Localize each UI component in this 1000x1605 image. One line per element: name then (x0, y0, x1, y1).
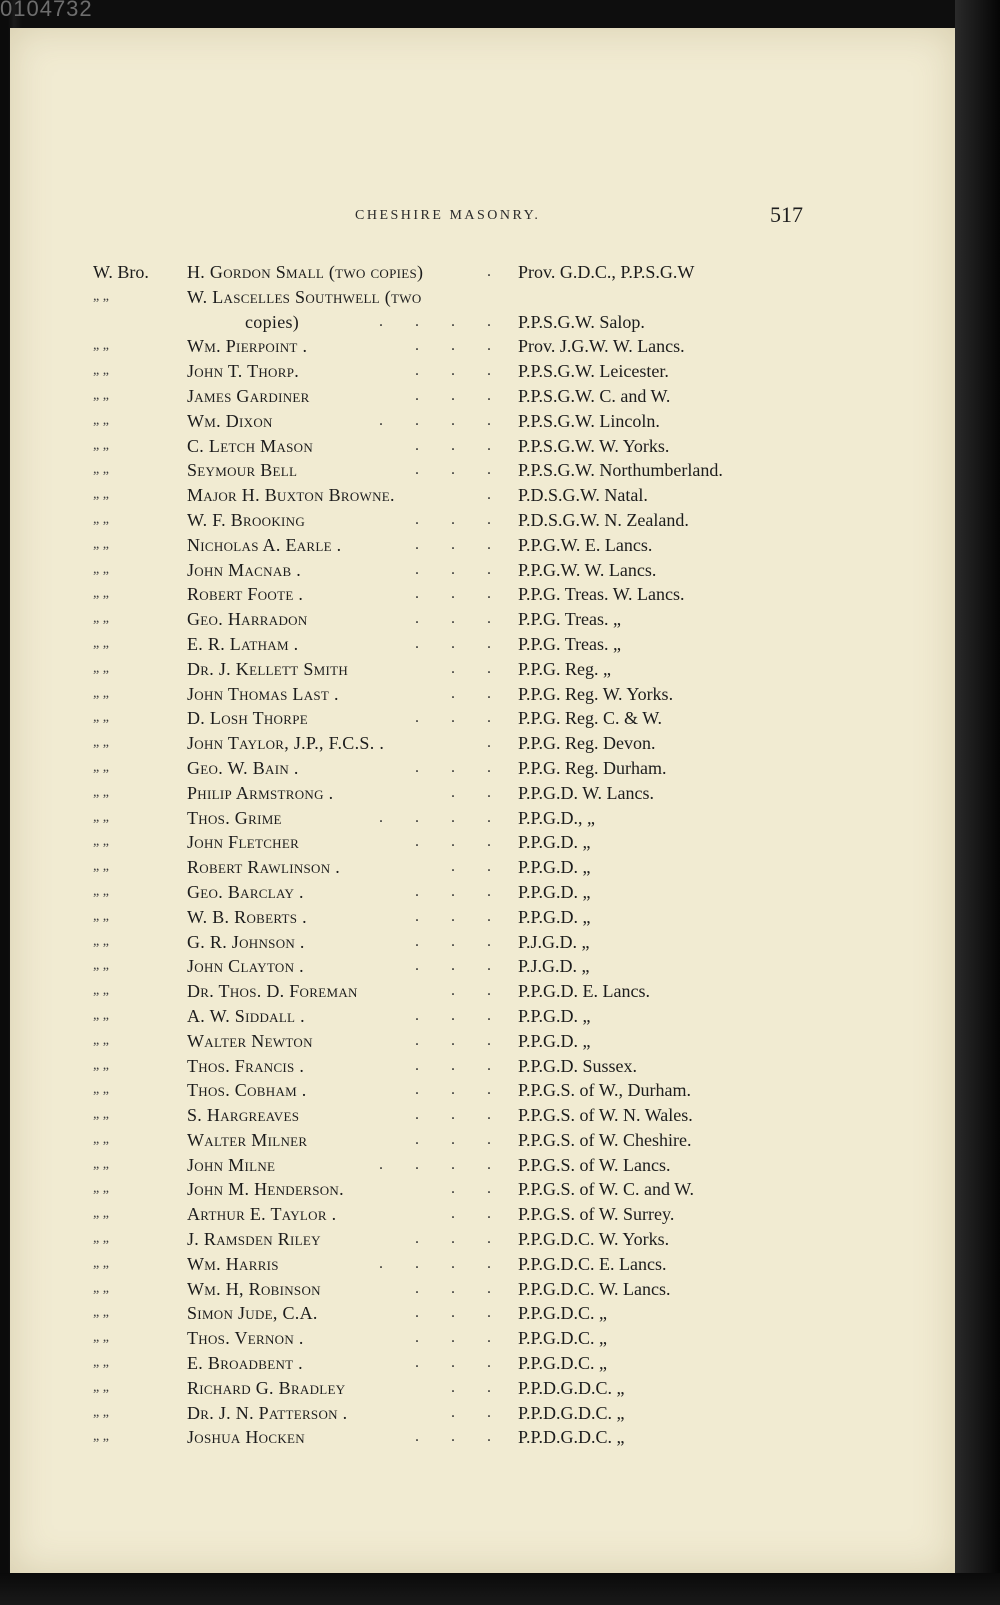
masonic-rank: P.P.G.D.C. W. Lancs. (518, 1278, 671, 1299)
member-name-text: Robert Foote . (187, 584, 304, 605)
masonic-rank: P.D.S.G.W. Natal. (518, 485, 648, 506)
masonic-rank: P.P.G.D.C. E. Lancs. (518, 1253, 667, 1274)
member-name-text: Dr. J. N. Patterson . (187, 1402, 348, 1423)
member-name-text: Nicholas A. Earle . (187, 534, 342, 555)
leader-dots: . . . (415, 510, 505, 528)
masonic-rank: P.P.G. Reg. Devon. (518, 733, 656, 754)
masonic-rank: P.P.S.G.W. W. Yorks. (518, 435, 670, 456)
entry-prefix: „ „ (93, 586, 109, 602)
leader-dots: . . . (415, 585, 505, 603)
entry-prefix: „ „ (93, 561, 109, 577)
entry-prefix: „ „ (93, 735, 109, 751)
list-item (10, 1029, 955, 1054)
member-name-text: Walter Newton (187, 1030, 313, 1051)
entry-prefix: „ „ (93, 387, 109, 403)
leader-dots: . . . (415, 932, 505, 950)
masonic-rank: P.P.G. Treas. „ (518, 633, 622, 654)
leader-dots: . . . . (379, 808, 505, 826)
leader-dots: . (487, 263, 505, 280)
entry-prefix: „ „ (93, 437, 109, 453)
masonic-rank: P.J.G.D. „ (518, 931, 590, 952)
masonic-rank: P.P.D.G.D.C. „ (518, 1402, 625, 1423)
masonic-rank: P.P.G.S. of W. C. and W. (518, 1179, 695, 1200)
masonic-rank: P.P.G.D., „ (518, 807, 596, 828)
list-item (10, 1004, 955, 1029)
leader-dots: . . . (415, 709, 505, 727)
entry-prefix: „ „ (93, 1404, 109, 1420)
member-name-text: Dr. Thos. D. Foreman (187, 981, 358, 1002)
masonic-rank: Prov. G.D.C., P.P.S.G.W (518, 262, 695, 282)
running-head: CHESHIRE MASONRY. (355, 208, 541, 223)
entry-prefix: „ „ (93, 1231, 109, 1247)
list-item (10, 830, 955, 855)
list-item (10, 880, 955, 905)
member-name-text: C. Letch Mason (187, 435, 314, 456)
list-item (10, 607, 955, 632)
masonic-rank: P.P.S.G.W. Leicester. (518, 361, 669, 382)
leader-dots: . . . (415, 957, 505, 975)
member-name-text: Wm. Pierpoint . (187, 336, 308, 357)
entry-prefix: „ „ (93, 759, 109, 775)
masonic-rank: P.P.G. Reg. „ (518, 658, 612, 679)
leader-dots: . . . (415, 1329, 505, 1347)
leader-dots: . . . (415, 1106, 505, 1124)
entry-prefix: „ „ (93, 1007, 109, 1023)
entry-prefix: „ „ (93, 859, 109, 875)
list-item (10, 582, 955, 607)
book-page (10, 28, 955, 1573)
entry-prefix: „ „ (93, 983, 109, 999)
leader-dots: . . . (415, 386, 505, 404)
subscriber-list (10, 260, 955, 1450)
leader-dots: . . . (415, 1056, 505, 1074)
list-item (10, 731, 955, 756)
leader-dots: . . . (415, 907, 505, 925)
member-name-text: Major H. Buxton Browne. (187, 485, 395, 506)
list-item (10, 409, 955, 434)
leader-dots: . (487, 486, 505, 504)
entry-prefix: „ „ (93, 834, 109, 850)
list-item (10, 1153, 955, 1178)
entry-prefix: „ „ (93, 1255, 109, 1271)
leader-dots: . . . (415, 882, 505, 900)
leader-dots: . . (451, 1180, 505, 1198)
masonic-rank: P.P.G.D. Sussex. (518, 1055, 638, 1076)
masonic-rank: P.P.G.D. „ (518, 832, 591, 853)
member-name-text: S. Hargreaves (187, 1105, 300, 1126)
list-item (10, 806, 955, 831)
masonic-rank: P.P.G.S. of W. Lancs. (518, 1154, 671, 1175)
page-number: 517 (770, 202, 803, 227)
entry-prefix: „ „ (93, 462, 109, 478)
entry-prefix: „ „ (93, 536, 109, 552)
list-item (10, 706, 955, 731)
list-item (10, 632, 955, 657)
masonic-rank: P.P.G. Treas. „ (518, 609, 622, 630)
list-item (10, 1351, 955, 1376)
masonic-rank: P.P.G. Reg. Durham. (518, 757, 667, 778)
leader-dots: . . . (415, 634, 505, 652)
list-item (10, 954, 955, 979)
leader-dots: . . . (415, 1006, 505, 1024)
leader-dots: . . (451, 783, 505, 801)
list-item (10, 1177, 955, 1202)
leader-dots: . . . (415, 362, 505, 380)
entry-prefix: „ „ (93, 1206, 109, 1222)
list-item (10, 260, 955, 285)
list-item (10, 1376, 955, 1401)
leader-dots: . . . (415, 1304, 505, 1322)
masonic-rank: P.P.G.W. E. Lancs. (518, 534, 653, 555)
leader-dots: . . . (415, 1279, 505, 1297)
member-name-text: John T. Thorp. (187, 361, 300, 382)
masonic-rank: P.P.G.S. of W. Cheshire. (518, 1129, 692, 1150)
entry-prefix: „ „ (93, 363, 109, 379)
leader-dots: . . . (415, 1130, 505, 1148)
masonic-rank: P.P.G.D. „ (518, 881, 591, 902)
masonic-rank: P.P.G.D. „ (518, 1005, 591, 1026)
member-name-text: James Gardiner (187, 385, 310, 406)
masonic-rank: P.P.G.S. of W., Durham. (518, 1080, 692, 1101)
entry-prefix: „ „ (93, 685, 109, 701)
member-name-text: John Milne (187, 1154, 276, 1175)
list-item (10, 657, 955, 682)
list-item (10, 334, 955, 359)
masonic-rank: P.P.D.G.D.C. „ (518, 1427, 625, 1448)
list-item (10, 979, 955, 1004)
entry-prefix: W. Bro. (93, 262, 149, 282)
masonic-rank: P.P.G.W. W. Lancs. (518, 559, 657, 580)
member-name-text: G. R. Johnson . (187, 931, 305, 952)
entry-prefix: „ „ (93, 883, 109, 899)
entry-prefix: „ „ (93, 1107, 109, 1123)
member-name-text: Geo. W. Bain . (187, 757, 299, 778)
masonic-rank: P.D.S.G.W. N. Zealand. (518, 509, 689, 530)
masonic-rank: P.P.G. Reg. W. Yorks. (518, 683, 674, 704)
leader-dots: . . . (415, 1428, 505, 1446)
entry-prefix: „ „ (93, 487, 109, 503)
entry-prefix: „ „ (93, 1429, 109, 1445)
member-name-text: Walter Milner (187, 1129, 308, 1150)
entry-prefix: „ „ (93, 1156, 109, 1172)
entry-prefix: „ „ (93, 288, 109, 304)
member-name-text: Seymour Bell (187, 460, 298, 481)
member-name-text: Arthur E. Taylor . (187, 1204, 337, 1225)
masonic-rank: P.P.G.S. of W. Surrey. (518, 1204, 675, 1225)
member-name-text: John Macnab . (187, 559, 302, 580)
member-name-continuation: copies) (245, 311, 300, 332)
masonic-rank: P.P.S.G.W. C. and W. (518, 385, 671, 406)
entry-prefix: „ „ (93, 1355, 109, 1371)
member-name-text: Philip Armstrong . (187, 782, 334, 803)
entry-prefix: „ „ (93, 1280, 109, 1296)
masonic-rank: P.P.G. Treas. W. Lancs. (518, 584, 685, 605)
member-name-text: Robert Rawlinson . (187, 857, 341, 878)
member-name-text: Thos. Grime (187, 807, 282, 828)
member-name-text: E. R. Latham . (187, 633, 299, 654)
member-name-text: J. Ramsden Riley (187, 1229, 321, 1250)
entry-prefix: „ „ (93, 958, 109, 974)
list-item (10, 458, 955, 483)
member-name-text: Richard G. Bradley (187, 1377, 346, 1398)
list-item (10, 781, 955, 806)
member-name-text: John Clayton . (187, 956, 304, 977)
list-item (10, 434, 955, 459)
list-item (10, 558, 955, 583)
masonic-rank: P.P.G.D. E. Lancs. (518, 981, 651, 1002)
masonic-rank: P.P.G. Reg. C. & W. (518, 708, 663, 729)
list-item (10, 1202, 955, 1227)
leader-dots: . . (451, 1403, 505, 1421)
entry-prefix: „ „ (93, 511, 109, 527)
list-item (10, 930, 955, 955)
masonic-rank: P.P.G.D. „ (518, 1030, 591, 1051)
leader-dots: . . (451, 684, 505, 702)
masonic-rank: P.P.G.D. „ (518, 906, 591, 927)
masonic-rank: P.P.G.D.C. W. Yorks. (518, 1229, 670, 1250)
masonic-rank: P.P.G.D.C. „ (518, 1353, 608, 1374)
entry-prefix: „ „ (93, 1305, 109, 1321)
member-name-text: W. F. Brooking (187, 509, 306, 530)
leader-dots: . . . (415, 1031, 505, 1049)
member-name-text: Simon Jude, C.A. (187, 1303, 318, 1324)
member-name-text: Thos. Cobham . (187, 1080, 307, 1101)
member-name-text: John Thomas Last . (187, 683, 339, 704)
masonic-rank: P.P.S.G.W. Salop. (518, 311, 645, 332)
member-name-text: John Taylor, J.P., F.C.S. . (187, 733, 385, 754)
leader-dots: . . . . (379, 312, 505, 330)
list-item (10, 483, 955, 508)
leader-dots: . . . . (379, 1254, 505, 1272)
leader-dots: . . (451, 1378, 505, 1396)
entry-prefix: „ „ (93, 908, 109, 924)
entry-prefix: „ „ (93, 1082, 109, 1098)
member-name-text: Dr. J. Kellett Smith (187, 658, 349, 679)
entry-prefix: „ „ (93, 784, 109, 800)
list-item (10, 1401, 955, 1426)
list-item (10, 1078, 955, 1103)
leader-dots: . . (451, 982, 505, 1000)
masonic-rank: P.P.S.G.W. Lincoln. (518, 410, 660, 431)
entry-prefix: „ „ (93, 1379, 109, 1395)
leader-dots: . . . . (379, 1155, 505, 1173)
list-item (10, 508, 955, 533)
entry-prefix: „ „ (93, 1330, 109, 1346)
masonic-rank: Prov. J.G.W. W. Lancs. (518, 336, 685, 357)
list-item (10, 359, 955, 384)
member-name-text: D. Losh Thorpe (187, 708, 308, 729)
entry-prefix: „ „ (93, 412, 109, 428)
entry-prefix: „ „ (93, 1032, 109, 1048)
member-name-text: Wm. H, Robinson (187, 1278, 321, 1299)
member-name-text: John M. Henderson. (187, 1179, 344, 1200)
member-name-text: W. Lascelles Southwell (two (187, 286, 422, 307)
masonic-rank: P.P.G.S. of W. N. Wales. (518, 1105, 693, 1126)
entry-prefix: „ „ (93, 338, 109, 354)
member-name-text: H. Gordon Small (two copies) (187, 262, 424, 282)
member-name-text: A. W. Siddall . (187, 1005, 305, 1026)
member-name-text: Thos. Vernon . (187, 1328, 304, 1349)
list-item (10, 285, 955, 335)
entry-prefix: „ „ (93, 1057, 109, 1073)
entry-prefix: „ „ (93, 635, 109, 651)
member-name-text: Geo. Barclay . (187, 881, 304, 902)
leader-dots: . . . (415, 758, 505, 776)
leader-dots: . . . (415, 1081, 505, 1099)
leader-dots: . . (451, 659, 505, 677)
member-name-text: Thos. Francis . (187, 1055, 305, 1076)
leader-dots: . . (451, 858, 505, 876)
leader-dots: . . . (415, 436, 505, 454)
list-item (10, 1301, 955, 1326)
list-item (10, 384, 955, 409)
masonic-rank: P.J.G.D. „ (518, 956, 590, 977)
entry-prefix: „ „ (93, 933, 109, 949)
archive-stamp: 0104732 (0, 0, 93, 21)
entry-prefix: „ „ (93, 1181, 109, 1197)
leader-dots: . . . (415, 560, 505, 578)
entry-prefix: „ „ (93, 660, 109, 676)
list-item (10, 1128, 955, 1153)
list-item (10, 1277, 955, 1302)
list-item (10, 756, 955, 781)
list-item (10, 855, 955, 880)
entry-prefix: „ „ (93, 611, 109, 627)
entry-prefix: „ „ (93, 710, 109, 726)
leader-dots: . . . (415, 461, 505, 479)
member-name-text: W. B. Roberts . (187, 906, 307, 927)
leader-dots: . . . (415, 833, 505, 851)
list-item (10, 1054, 955, 1079)
masonic-rank: P.P.G.D. W. Lancs. (518, 782, 655, 803)
list-item (10, 905, 955, 930)
leader-dots: . . . . (379, 411, 505, 429)
list-item (10, 1252, 955, 1277)
leader-dots: . . . (415, 535, 505, 553)
entry-prefix: „ „ (93, 809, 109, 825)
masonic-rank: P.P.G.D. „ (518, 857, 591, 878)
list-item (10, 1326, 955, 1351)
book-spine-edge (955, 0, 1000, 1605)
page-bottom-edge (0, 1573, 1000, 1605)
list-item (10, 533, 955, 558)
leader-dots: . . (451, 1205, 505, 1223)
masonic-rank: P.P.G.D.C. „ (518, 1303, 608, 1324)
leader-dots: . . . (415, 1354, 505, 1372)
member-name-text: Wm. Harris (187, 1253, 279, 1274)
member-name-text: Geo. Harradon (187, 609, 308, 630)
leader-dots: . . . (415, 610, 505, 628)
member-name-text: Joshua Hocken (187, 1427, 305, 1448)
leader-dots: . (487, 734, 505, 752)
list-item (10, 1425, 955, 1450)
member-name-text: E. Broadbent . (187, 1353, 303, 1374)
masonic-rank: P.P.G.D.C. „ (518, 1328, 608, 1349)
leader-dots: . . . (415, 1230, 505, 1248)
entry-prefix: „ „ (93, 1131, 109, 1147)
leader-dots: . . . (415, 337, 505, 355)
masonic-rank: P.P.S.G.W. Northumberland. (518, 460, 723, 481)
list-item (10, 1227, 955, 1252)
member-name-text: John Fletcher (187, 832, 300, 853)
list-item (10, 1103, 955, 1128)
member-name-text: Wm. Dixon (187, 410, 273, 431)
masonic-rank: P.P.D.G.D.C. „ (518, 1377, 625, 1398)
list-item (10, 682, 955, 707)
